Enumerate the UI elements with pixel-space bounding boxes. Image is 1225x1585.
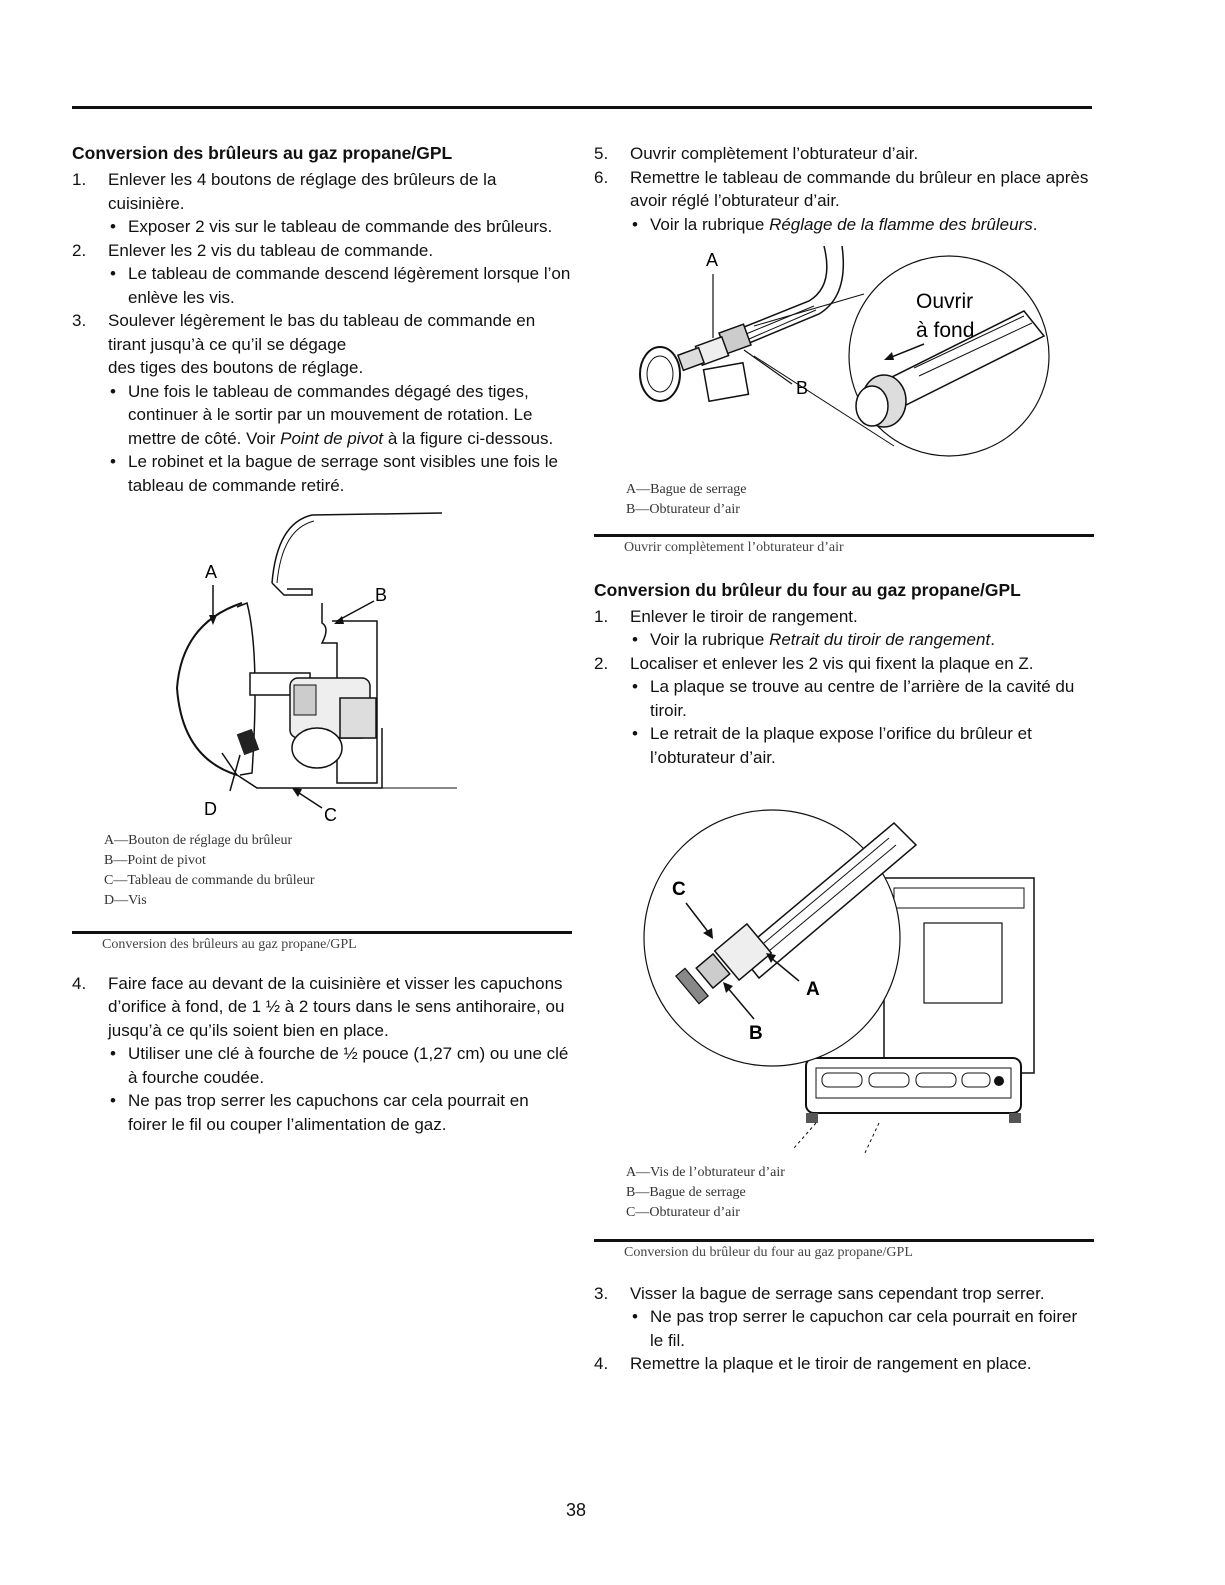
step-2: 2. Enlever les 2 vis du tableau de commande.	[72, 240, 434, 260]
figure-2-caption: Ouvrir complètement l’obturateur d’air	[624, 539, 844, 555]
figure-control-knob	[72, 503, 572, 833]
step-4: 4. Faire face au devant de la cuisinière et visser les capuchons d’orifice à fond, de 1 ½ à 2 tours dans le sens antihoraire, ou jusqu’à ce qu’ils soient bien en place.	[72, 973, 565, 1040]
figure-1-caption: Conversion des brûleurs au gaz propane/GPL	[102, 936, 357, 952]
label-b: B	[375, 585, 388, 605]
step-5: 5. Ouvrir complètement l’obturateur d’air.	[594, 144, 919, 163]
figure-3-rule	[594, 1239, 1094, 1242]
label-b: B	[749, 1023, 763, 1044]
oven-step-2-bullet-2: • Le retrait de la plaque expose l’orifice du brûleur et l’obturateur d’air.	[632, 724, 1032, 767]
step-6-bullet: • Voir la rubrique Réglage de la flamme des brûleurs.	[632, 214, 1038, 234]
pivot-point-reference: Point de pivot	[280, 428, 384, 448]
oven-step-2-bullet-1: • La plaque se trouve au centre de l’arrière de la cavité du tiroir.	[632, 677, 1075, 720]
step-6: 6. Remettre le tableau de commande du brûleur en place après avoir réglé l’obturateur d’air.	[594, 167, 1089, 210]
step-1-bullet: • Exposer 2 vis sur le tableau de commande des brûleurs.	[110, 217, 553, 236]
page-number: 38	[566, 1500, 587, 1520]
figure-oven-burner	[594, 783, 1094, 1163]
header-rule	[72, 106, 1092, 109]
right-column	[594, 142, 1094, 1376]
section-title-oven: Conversion du brûleur du four au gaz propane/GPL	[594, 579, 1021, 600]
oven-step-4: 4. Remettre la plaque et le tiroir de rangement en place.	[594, 1354, 1032, 1373]
step-1: 1. Enlever les 4 boutons de réglage des brûleurs de la cuisinière.	[72, 170, 497, 213]
step-2-bullet: • Le tableau de commande descend légèrement lorsque l’on enlève les vis.	[110, 264, 571, 307]
oven-step-3: 3. Visser la bague de serrage sans cependant trop serrer.	[594, 1283, 1045, 1303]
oven-step-2: 2. Localiser et enlever les 2 vis qui fixent la plaque en Z.	[594, 653, 1034, 673]
figure-3-legend: A—Vis de l’obturateur d’air B—Bague de serrage C—Obturateur d’air	[626, 1165, 785, 1220]
air-shutter-diagram	[594, 246, 1094, 476]
flame-adjustment-reference: Réglage de la flamme des brûleurs	[769, 214, 1033, 234]
step-3-bullet-2: • Le robinet et la bague de serrage sont visibles une fois le tableau de commande retiré.	[110, 452, 558, 495]
label-a: A	[806, 979, 820, 1000]
figure-1-legend: A—Bouton de réglage du brûleur B—Point de pivot C—Tableau de commande du brûleur D—Vis	[104, 833, 315, 908]
step-4-bullet-1: • Utiliser une clé à fourche de ½ pouce (1,27 cm) ou une clé à fourche coudée.	[110, 1044, 569, 1087]
step-4-bullet-2: • Ne pas trop serrer les capuchons car cela pourrait en foirer le fil ou couper l’alimentation de gaz.	[110, 1091, 529, 1134]
figure-1-rule	[72, 931, 572, 934]
step-3: 3. Soulever légèrement le bas du tableau de commande en tirant jusqu’à ce qu’il se dégage des tiges des boutons de réglage.	[72, 311, 536, 377]
label-a-fond: à fond	[916, 319, 975, 342]
left-column	[72, 142, 572, 1136]
label-c: C	[672, 879, 686, 900]
label-a: A	[706, 250, 719, 270]
label-d: D	[204, 799, 217, 819]
label-ouvrir: Ouvrir	[916, 290, 974, 313]
section-title-burners: Conversion des brûleurs au gaz propane/GPL	[72, 143, 453, 163]
figure-3-caption: Conversion du brûleur du four au gaz propane/GPL	[624, 1244, 913, 1260]
oven-step-3-bullet: • Ne pas trop serrer le capuchon car cela pourrait en foirer le fil.	[632, 1307, 1078, 1350]
label-c: C	[324, 805, 337, 825]
figure-2-legend: A—Bague de serrage B—Obturateur d’air	[626, 482, 747, 517]
label-a: A	[205, 562, 218, 582]
drawer-removal-reference: Retrait du tiroir de rangement	[769, 630, 991, 649]
oven-step-1-bullet: • Voir la rubrique Retrait du tiroir de rangement.	[632, 630, 995, 649]
control-knob-diagram	[72, 503, 572, 833]
oven-burner-diagram	[594, 783, 1094, 1163]
figure-2-rule	[594, 534, 1094, 537]
oven-step-1: 1. Enlever le tiroir de rangement.	[594, 606, 858, 626]
figure-air-shutter-open	[594, 246, 1094, 476]
label-b: B	[796, 378, 809, 398]
step-3-bullet-1: • Une fois le tableau de commandes dégagé des tiges, continuer à le sortir par un mouvement de rotation. Le mettre de côté. Voir Point de pivot à la figure ci-dessous.	[110, 381, 554, 448]
